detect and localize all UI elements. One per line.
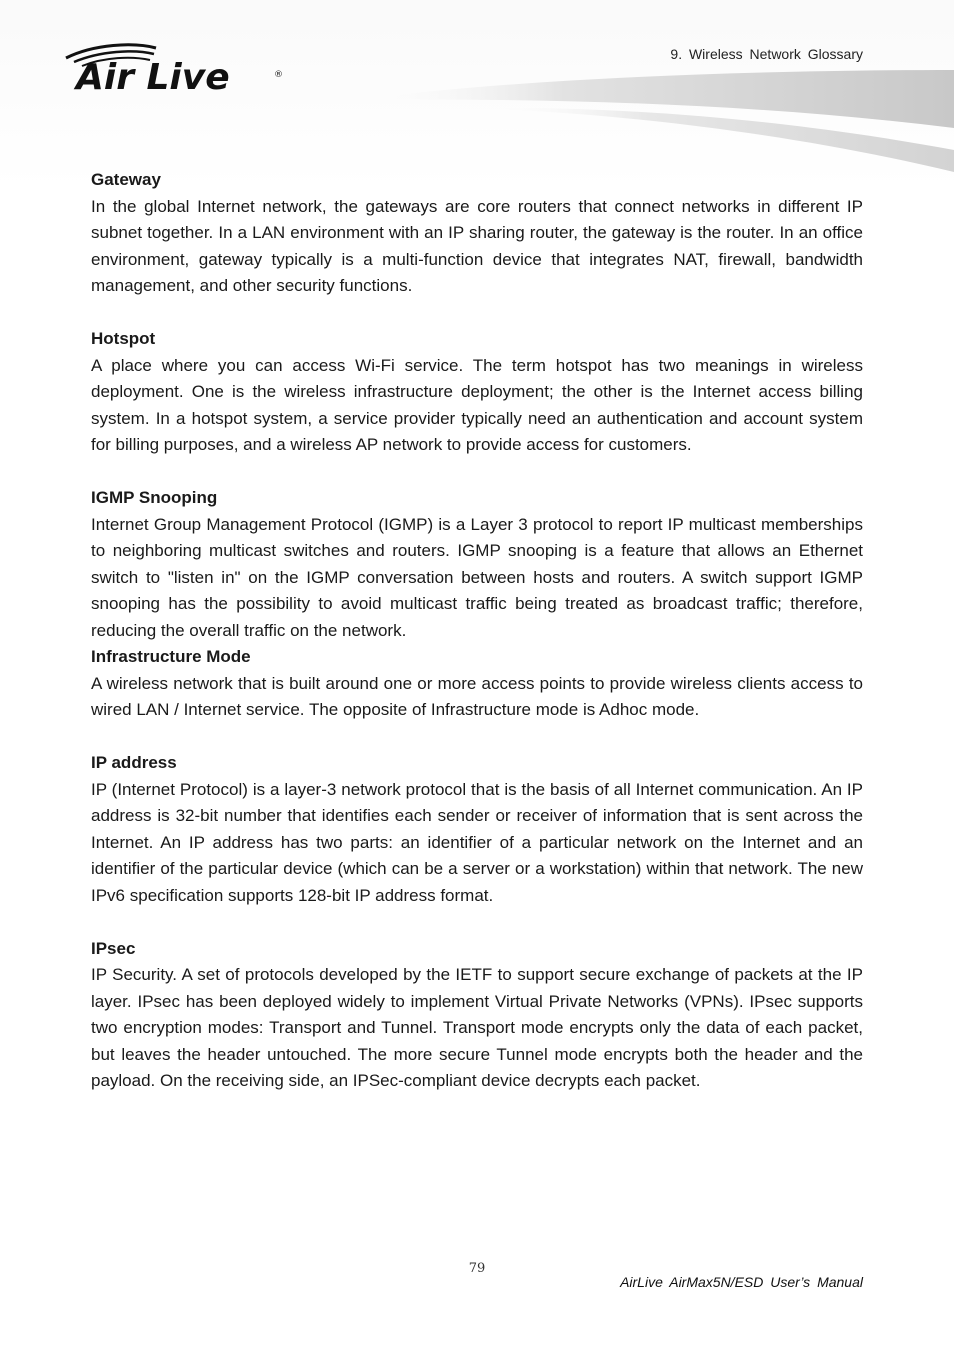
entry-definition: A wireless network that is built around one or more access points to provide wireless clients access to wired LAN / Internet service. The opposite of Infrastructure mode is Adhoc mode. [91,673,863,719]
glossary-entry-gateway [91,167,863,300]
entry-term: Hotspot [91,329,156,348]
entry-term: Gateway [91,170,161,189]
glossary-content [91,167,863,1095]
entry-definition: IP (Internet Protocol) is a layer-3 network protocol that is the basis of all Internet communication. An IP address is 32-bit number that identifies each sender or receiver of information that is sent across the Internet. An IP address has two parts: an identifier of a particular network on the Internet and an identifier of the particular device (which can be a server or a workstation) within that network. The new IPv6 specification supports 128-bit IP address format. [91,779,863,905]
page-number: 79 [468,1261,486,1276]
entry-definition: Internet Group Management Protocol (IGMP) is a Layer 3 protocol to report IP multicast memberships to neighboring multicast switches and routers. IGMP snooping is a feature that allows an Ethernet switch to "listen in" on the IGMP conversation between hosts and routers. A switch support IGMP snooping has the possibility to avoid multicast traffic being treated as broadcast traffic; therefore, reducing the overall traffic on the network. [91,514,863,640]
glossary-entry-infrastructure-mode [91,644,863,724]
entry-term: IGMP Snooping [91,488,218,507]
entry-definition: In the global Internet network, the gateways are core routers that connect networks in different IP subnet together. In a LAN environment with an IP sharing router, the gateway is the router. In an office environment, gateway typically is a multi-function device that integrates NAT, firewall, bandwidth management, and other security functions. [91,196,863,295]
glossary-entry-ip-address [91,750,863,909]
glossary-entry-ipsec [91,936,863,1095]
airlive-logo [62,42,292,104]
glossary-entry-hotspot [91,326,863,459]
entry-definition: A place where you can access Wi-Fi service. The term hotspot has two meanings in wireless deployment. One is the wireless infrastructure deployment; the other is the Internet access billing system. In a hotspot system, a service provider typically need an authentication and account system for billing purposes, and a wireless AP network to provide access for customers. [91,355,863,454]
entry-term: IP address [91,753,177,772]
entry-term: Infrastructure Mode [91,647,251,666]
entry-definition: IP Security. A set of protocols developed by the IETF to support secure exchange of packets at the IP layer. IPsec has been deployed widely to implement Virtual Private Networks (VPNs). IPsec supports two encryption modes: Transport and Tunnel. Transport mode encrypts only the data of each packet, but leaves the header untouched. The more secure Tunnel mode encrypts both the header and the payload. On the receiving side, an IPSec-compliant device decrypts each packet. [91,965,863,1090]
chapter-heading: 9. Wireless Network Glossary [670,46,863,62]
glossary-entry-igmp-snooping [91,485,863,644]
logo-wordmark: Air Live [76,57,230,98]
registered-mark: ® [274,70,283,80]
manual-title: AirLive AirMax5N/ESD User’s Manual [620,1274,863,1290]
entry-term: IPsec [91,938,136,958]
